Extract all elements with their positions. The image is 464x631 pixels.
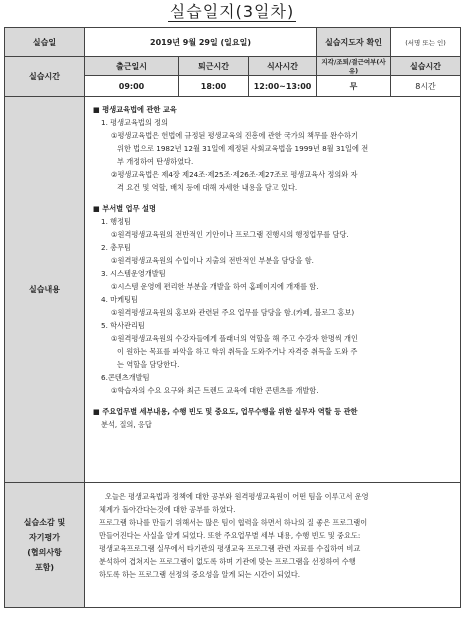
review-line: 프로그램 하나를 만들기 위해서는 많은 팀이 협력을 하면서 하나의 질 좋은 프로그램이 [99,518,368,527]
content-line: ■ 평생교육법에 관한 교육 [93,105,177,114]
content-line: ①원격평생교육원의 수입이나 지출의 전반적인 부분을 담당을 함. [111,256,314,265]
review-label-line: 실습소감 및 [23,518,66,527]
page-title-text: 실습일지(3일차) [169,2,295,21]
review-label-line: (협의사항 [27,548,62,557]
review-line: 만들어진다는 사실을 알게 되었다. 또한 주요업무별 세부 내용, 수행 빈도 및 중요도: [99,531,361,540]
hours-header-row [5,57,461,76]
content-line: ①원격평생교육원의 전반적인 기안이나 프로그램 진행시의 행정업무를 담당. [111,230,349,239]
content-line: ①원격평생교육원의 홍보와 관련된 주요 업무를 담당을 함.(카페, 블로그 홍보) [111,308,355,317]
hours-col-check-in: 출근일시 [85,57,179,76]
content-spacer [93,397,454,405]
practice-log-table [4,27,461,608]
content-line: ■ 부서별 업무 설명 [93,204,156,213]
content-line: ①시스템 운영에 편리한 부분을 개발을 하여 홈페이지에 개재를 함. [111,282,319,291]
content-line: ①평생교육법은 헌법에 규정된 평생교육의 진흥에 관한 국가의 책무를 완수하기 [111,131,358,140]
content-line: 2. 총무팀 [101,243,131,252]
content-row [5,97,461,483]
content-label: 실습내용 [5,97,85,483]
review-body [85,483,461,608]
hours-total-value: 8시간 [391,76,461,97]
hours-check-in-value: 09:00 [85,76,179,97]
hours-col-attendance: 지각/조퇴/결근여부(사유) [317,57,391,76]
review-line: 분석하여 겹쳐지는 프로그램이 없도록 하며 기관에 맞는 프로그램을 선정하여 수행 [99,557,356,566]
content-line: 위한 법으로 1982년 12월 31일에 제정된 사회교육법을 1999년 8월 31일에 전 [117,144,369,153]
content-line: ①원격평생교육원의 수강자들에게 플래너의 역할을 해 주고 수강자 한명씩 개인 [111,334,358,343]
review-line: 평생교육프로그램 실무에서 타기관의 평생교육 프로그램 관련 자료를 수집하여 비교 [99,544,361,553]
hours-col-check-out: 퇴근시간 [179,57,249,76]
review-label-line: 포함) [34,563,55,572]
content-line: 3. 시스템운영개발팀 [101,269,166,278]
content-line: 는 역할을 담당한다. [117,360,180,369]
review-label [5,483,85,608]
content-line: 6.콘텐츠개발팀 [101,373,150,382]
content-line: ■ 주요업무별 세부내용, 수행 빈도 및 중요도, 업무수행을 위한 실무자 역할 등 관한 [93,407,358,416]
content-line: 4. 마케팅팀 [101,295,138,304]
content-line: ①학습자의 수요 요구와 최근 트렌드 교육에 대한 콘텐츠를 개발함. [111,386,319,395]
hours-col-meal: 식사시간 [249,57,317,76]
content-body [85,97,461,483]
content-line: 부 개정하여 탄생하였다. [117,157,194,166]
date-label: 실습일 [5,28,85,57]
hours-meal-value: 12:00~13:00 [249,76,317,97]
content-line: 격 요건 및 역할, 배치 등에 대해 자세한 내용을 담고 있다. [117,183,298,192]
hours-label: 실습시간 [5,57,85,97]
review-line: 오늘은 평생교육법과 정책에 대한 공부와 원격평생교육원이 어떤 팀을 이루고서 운영 [105,492,369,501]
content-line: ②평생교육법은 제4장 제24조·제25조·제26조·제27조로 평생교육사 정의와 자 [111,170,358,179]
content-line: 분석, 질의, 응답 [101,420,152,429]
review-row [5,483,461,608]
content-line: 5. 학사관리팀 [101,321,145,330]
review-label-line: 자기평가 [29,533,60,542]
content-line: 이 원하는 목표를 파악을 하고 학위 취득을 도와주거나 자격증 취득을 도와 주 [117,347,358,356]
hours-attendance-value: 무 [317,76,391,97]
content-line: 1. 평생교육법의 정의 [101,118,168,127]
hours-check-out-value: 18:00 [179,76,249,97]
review-line: 체계가 돌아간다는것에 대한 공부를 하였다. [99,505,236,514]
date-value: 2019년 9월 29일 (일요일) [85,28,317,57]
page-title [0,0,464,24]
content-line: 1. 행정팀 [101,217,131,226]
date-row [5,28,461,57]
supervisor-label: 실습지도자 확인 [317,28,391,57]
content-spacer [93,194,454,202]
review-line: 하도록 하는 프로그램 선정의 중요성을 알게 되는 시간이 되었다. [99,570,301,579]
hours-col-total: 실습시간 [391,57,461,76]
supervisor-signature: (서명 또는 인) [391,28,461,57]
